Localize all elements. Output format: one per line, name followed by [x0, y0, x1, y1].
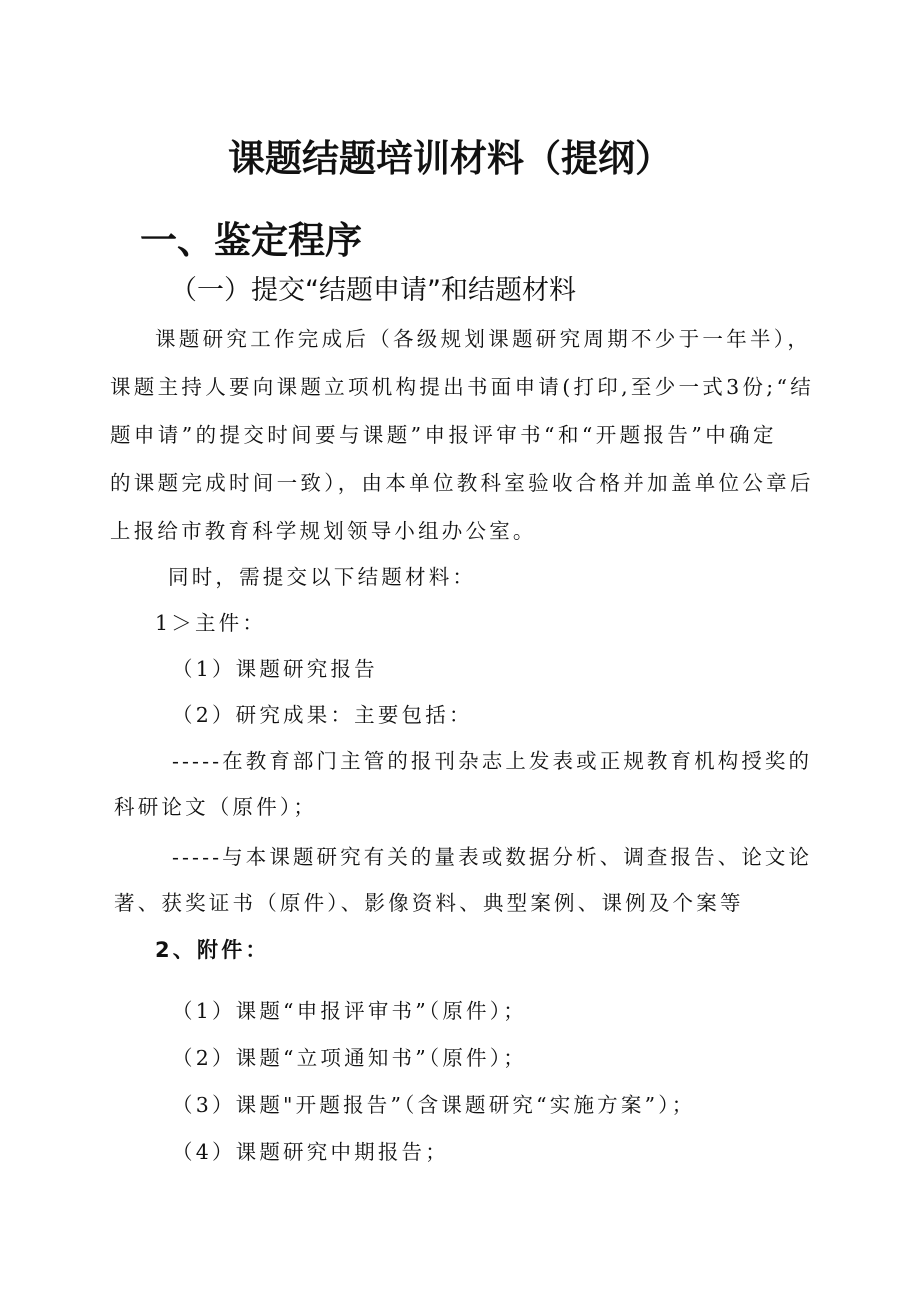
list-item: （1）课题研究报告: [172, 657, 378, 681]
body-line: 课题研究工作完成后（各级规划课题研究周期不少于一年半），: [155, 327, 812, 351]
list-item: （2）课题“立项通知书”（原件）；: [172, 1046, 527, 1070]
list-item: （1）课题“申报评审书”（原件）；: [172, 999, 527, 1023]
body-line: 上报给市教育科学规划领导小组办公室。: [110, 519, 537, 543]
document-title: 课题结题培训材料（提纲）: [228, 137, 672, 180]
body-line: -----在教育部门主管的报刊杂志上发表或正规教育机构授奖的: [172, 749, 813, 773]
body-line: 著、获奖证书（原件）、影像资料、典型案例、课例及个案等: [114, 891, 744, 915]
body-line: 同时，需提交以下结题材料：: [168, 565, 477, 589]
list-item: （2）研究成果：主要包括：: [172, 703, 473, 727]
list-item: （3）课题"开题报告”（含课题研究“实施方案”）；: [172, 1093, 696, 1117]
body-line: -----与本课题研究有关的量表或数据分析、调查报告、论文论: [172, 845, 813, 869]
body-line: 题申请”的提交时间要与课题”申报评审书“和“开题报告”中确定: [110, 423, 777, 447]
body-line: 科研论文（原件）；: [114, 795, 318, 819]
section-heading: 一、鉴定程序: [140, 219, 362, 262]
list-item: （4）课题研究中期报告；: [172, 1140, 449, 1164]
body-line: 的课题完成时间一致），由本单位教科室验收合格并加盖单位公章后: [110, 471, 814, 495]
list-heading-main: 1＞主件：: [155, 611, 267, 635]
body-line: 课题主持人要向课题立项机构提出书面申请(打印,至少一式3份;“结: [110, 375, 815, 399]
subsection-heading: （一）提交“结题申请”和结题材料: [170, 275, 576, 306]
list-heading-attachments: 2、附件：: [155, 938, 270, 962]
